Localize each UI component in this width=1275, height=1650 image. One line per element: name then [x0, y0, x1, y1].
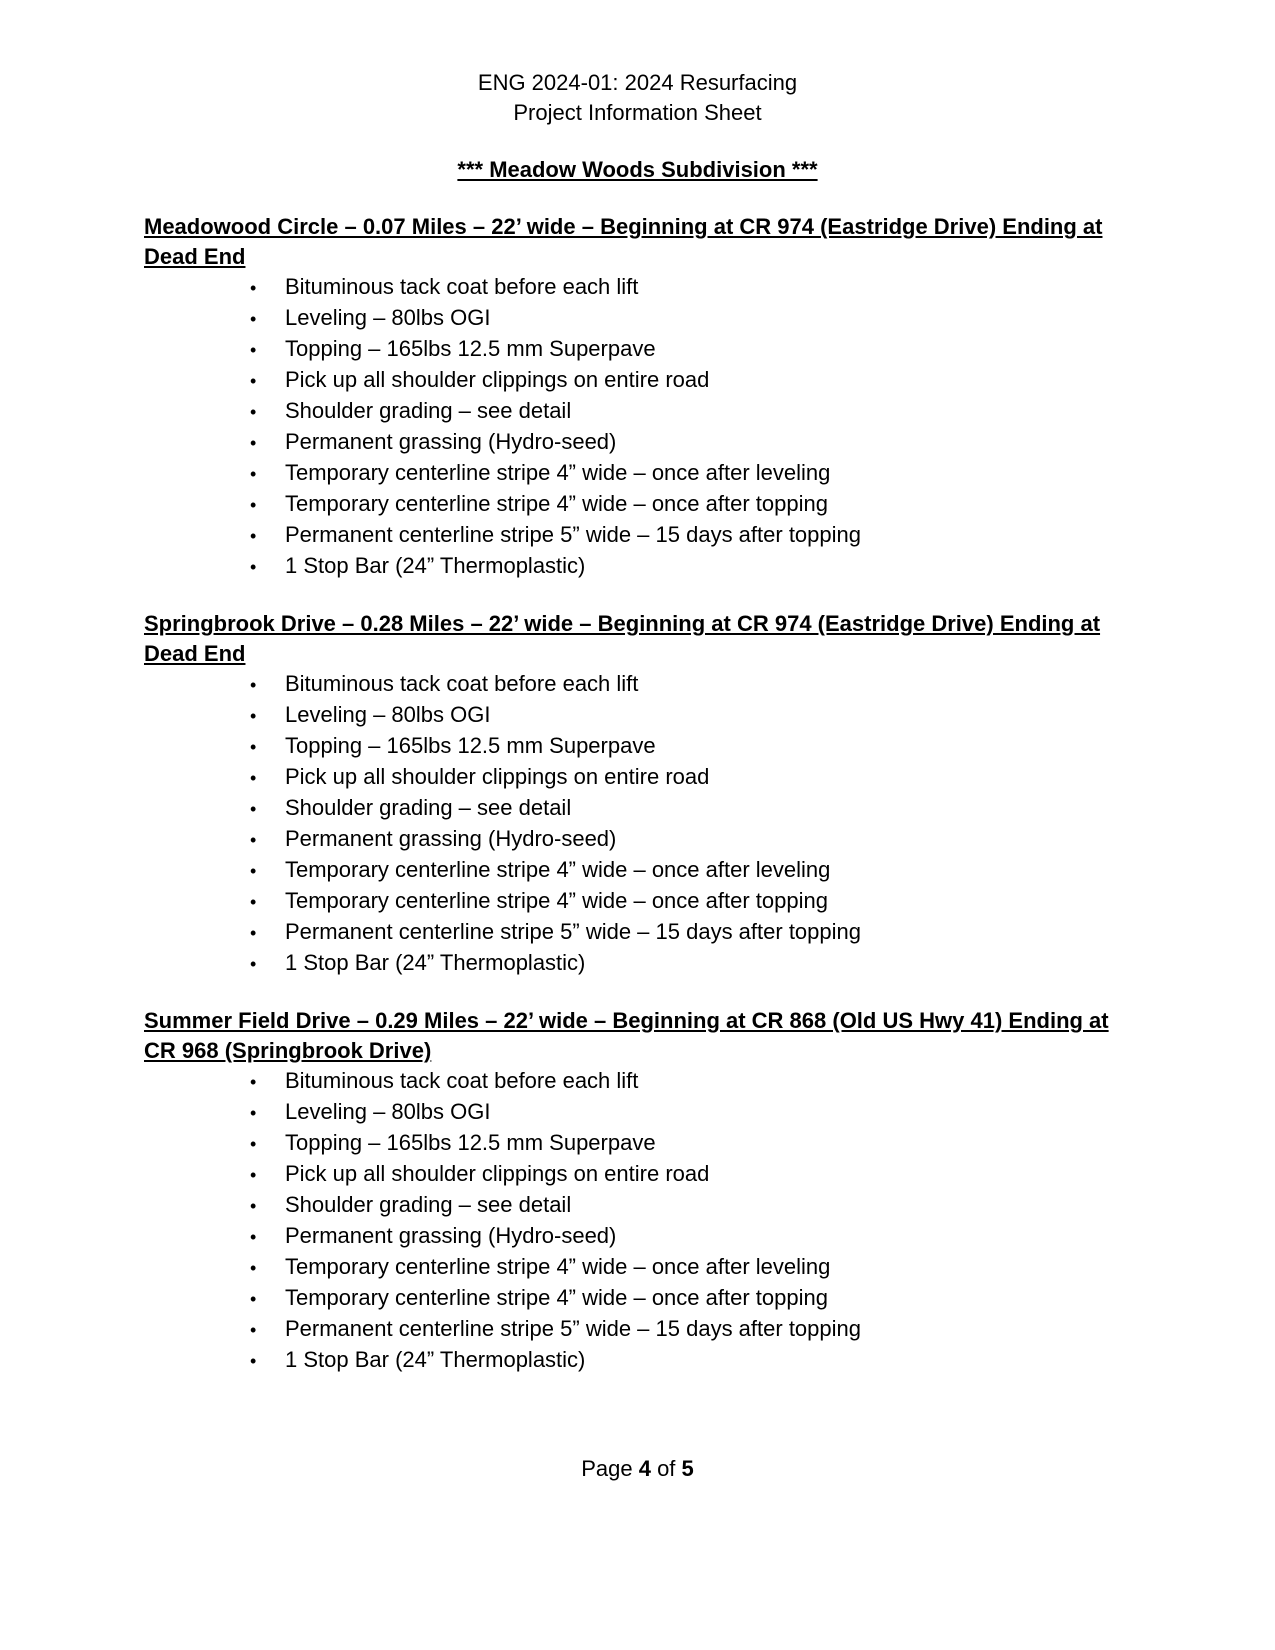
page-footer	[0, 1454, 1275, 1484]
spec-item	[250, 427, 1131, 458]
spec-item	[250, 458, 1131, 489]
spec-item-text: Pick up all shoulder clippings on entire road	[285, 764, 710, 789]
spec-item-text: Temporary centerline stripe 4” wide – once after leveling	[285, 460, 831, 485]
bullet-icon: •	[250, 1320, 257, 1340]
bullet-icon: •	[250, 1258, 257, 1278]
bullet-icon: •	[250, 340, 257, 360]
footer-total-pages: 5	[681, 1456, 694, 1481]
spec-item	[250, 886, 1131, 917]
bullet-icon: •	[250, 861, 257, 881]
spec-item	[250, 1221, 1131, 1252]
bullet-icon: •	[250, 923, 257, 943]
footer-page-number: 4	[638, 1456, 651, 1481]
spec-item	[250, 1159, 1131, 1190]
spec-list	[144, 669, 1131, 979]
spec-item-text: Permanent grassing (Hydro-seed)	[285, 826, 617, 851]
road-section	[144, 609, 1131, 979]
spec-item-text: Pick up all shoulder clippings on entire road	[285, 367, 710, 392]
spec-item	[250, 669, 1131, 700]
spec-item	[250, 762, 1131, 793]
bullet-icon: •	[250, 768, 257, 788]
spec-item	[250, 824, 1131, 855]
bullet-icon: •	[250, 1072, 257, 1092]
spec-item-text: Bituminous tack coat before each lift	[285, 1068, 639, 1093]
spec-item-text: Pick up all shoulder clippings on entire road	[285, 1161, 710, 1186]
spec-item-text: Bituminous tack coat before each lift	[285, 671, 639, 696]
spec-item	[250, 1128, 1131, 1159]
section-heading: Summer Field Drive – 0.29 Miles – 22’ wide – Beginning at CR 868 (Old US Hwy 41) Ending at CR 968 (Springbrook Drive)	[144, 1008, 1109, 1063]
spec-item-text: Shoulder grading – see detail	[285, 1192, 572, 1217]
bullet-icon: •	[250, 1351, 257, 1371]
spec-item	[250, 1190, 1131, 1221]
bullet-icon: •	[250, 1196, 257, 1216]
bullet-icon: •	[250, 1103, 257, 1123]
spec-item-text: Leveling – 80lbs OGI	[285, 1099, 491, 1124]
bullet-icon: •	[250, 892, 257, 912]
spec-item	[250, 489, 1131, 520]
spec-item-text: Topping – 165lbs 12.5 mm Superpave	[285, 733, 656, 758]
bullet-icon: •	[250, 799, 257, 819]
spec-item-text: Leveling – 80lbs OGI	[285, 702, 491, 727]
sections	[144, 212, 1131, 1376]
spec-list	[144, 1066, 1131, 1376]
road-section	[144, 212, 1131, 582]
spec-item	[250, 700, 1131, 731]
spec-item	[250, 1097, 1131, 1128]
bullet-icon: •	[250, 402, 257, 422]
bullet-icon: •	[250, 495, 257, 515]
bullet-icon: •	[250, 830, 257, 850]
spec-item	[250, 1283, 1131, 1314]
spec-item-text: 1 Stop Bar (24” Thermoplastic)	[285, 950, 586, 975]
bullet-icon: •	[250, 557, 257, 577]
bullet-icon: •	[250, 1289, 257, 1309]
bullet-icon: •	[250, 464, 257, 484]
document-subtitle: Project Information Sheet	[513, 100, 762, 125]
spec-item-text: Bituminous tack coat before each lift	[285, 274, 639, 299]
spec-item	[250, 1066, 1131, 1097]
spec-item-text: Topping – 165lbs 12.5 mm Superpave	[285, 1130, 656, 1155]
spec-item-text: Temporary centerline stripe 4” wide – once after leveling	[285, 857, 831, 882]
spec-item	[250, 917, 1131, 948]
bullet-icon: •	[250, 1165, 257, 1185]
bullet-icon: •	[250, 526, 257, 546]
spec-item	[250, 551, 1131, 582]
bullet-icon: •	[250, 954, 257, 974]
road-section	[144, 1006, 1131, 1376]
spec-item-text: Permanent grassing (Hydro-seed)	[285, 1223, 617, 1248]
bullet-icon: •	[250, 309, 257, 329]
document-title: ENG 2024-01: 2024 Resurfacing	[477, 70, 798, 95]
spec-item-text: Temporary centerline stripe 4” wide – once after topping	[285, 491, 828, 516]
spec-item	[250, 793, 1131, 824]
spec-item-text: Temporary centerline stripe 4” wide – once after topping	[285, 1285, 828, 1310]
subdivision-title: *** Meadow Woods Subdivision ***	[457, 157, 818, 182]
bullet-icon: •	[250, 737, 257, 757]
spec-item	[250, 520, 1131, 551]
spec-item-text: 1 Stop Bar (24” Thermoplastic)	[285, 553, 586, 578]
spec-item	[250, 303, 1131, 334]
spec-item-text: Permanent centerline stripe 5” wide – 15 days after topping	[285, 1316, 861, 1341]
spec-item-text: Permanent centerline stripe 5” wide – 15 days after topping	[285, 919, 861, 944]
spec-item-text: Permanent centerline stripe 5” wide – 15 days after topping	[285, 522, 861, 547]
bullet-icon: •	[250, 371, 257, 391]
document-header	[144, 68, 1131, 128]
spec-item-text: Temporary centerline stripe 4” wide – once after leveling	[285, 1254, 831, 1279]
spec-item	[250, 1252, 1131, 1283]
spec-item	[250, 1345, 1131, 1376]
spec-item-text: Shoulder grading – see detail	[285, 795, 572, 820]
spec-item	[250, 855, 1131, 886]
bullet-icon: •	[250, 675, 257, 695]
bullet-icon: •	[250, 1227, 257, 1247]
spec-item-text: Permanent grassing (Hydro-seed)	[285, 429, 617, 454]
spec-item	[250, 365, 1131, 396]
spec-item-text: Shoulder grading – see detail	[285, 398, 572, 423]
spec-item	[250, 272, 1131, 303]
footer-conjunction: of	[650, 1456, 682, 1481]
bullet-icon: •	[250, 433, 257, 453]
spec-item	[250, 396, 1131, 427]
spec-item-text: Topping – 165lbs 12.5 mm Superpave	[285, 336, 656, 361]
spec-item-text: Temporary centerline stripe 4” wide – once after topping	[285, 888, 828, 913]
section-heading: Springbrook Drive – 0.28 Miles – 22’ wide – Beginning at CR 974 (Eastridge Drive) Ending at Dead End	[144, 611, 1101, 666]
section-heading: Meadowood Circle – 0.07 Miles – 22’ wide – Beginning at CR 974 (Eastridge Drive) Ending at Dead End	[144, 214, 1103, 269]
spec-item	[250, 948, 1131, 979]
spec-item	[250, 334, 1131, 365]
spec-item	[250, 731, 1131, 762]
bullet-icon: •	[250, 278, 257, 298]
spec-item-text: 1 Stop Bar (24” Thermoplastic)	[285, 1347, 586, 1372]
spec-item-text: Leveling – 80lbs OGI	[285, 305, 491, 330]
footer-prefix: Page	[581, 1456, 639, 1481]
bullet-icon: •	[250, 706, 257, 726]
bullet-icon: •	[250, 1134, 257, 1154]
spec-item	[250, 1314, 1131, 1345]
spec-list	[144, 272, 1131, 582]
